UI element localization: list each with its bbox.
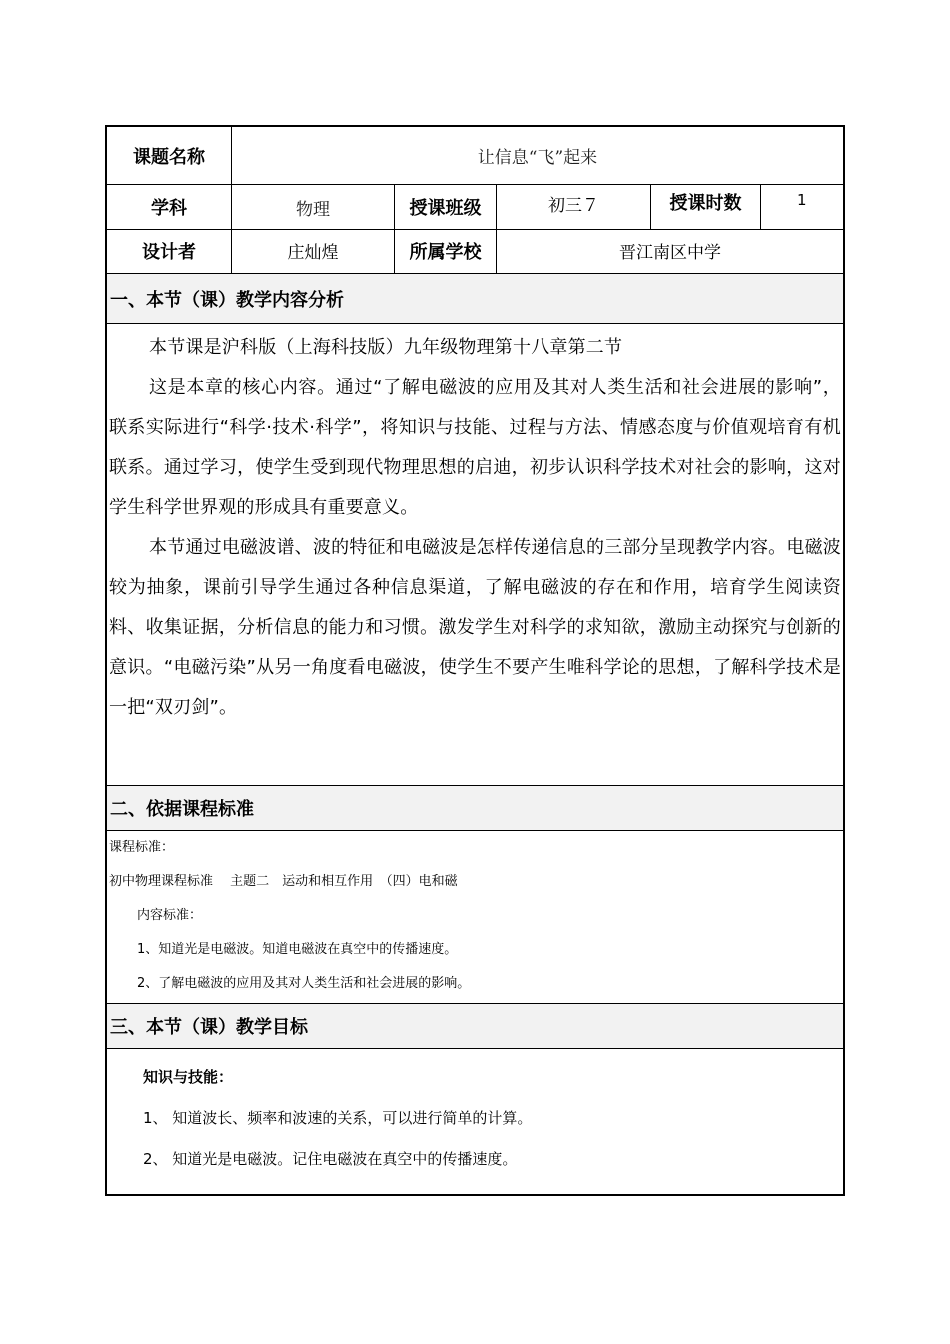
subject-label: 学科 [107, 185, 232, 229]
designer-row [107, 230, 843, 274]
section1-content [107, 328, 843, 728]
section1-body [107, 324, 843, 786]
topic-value: 让信息“飞”起来 [477, 148, 598, 168]
school-label: 所属学校 [395, 230, 497, 273]
hours-value: 1 [797, 191, 807, 209]
section3-body [107, 1049, 843, 1194]
lesson-plan-table [105, 125, 845, 1196]
knowledge-skills-label: 知识与技能： [143, 1068, 234, 1086]
content-standard-label: 内容标准： [137, 908, 203, 923]
section3-title: 三、本节（课）教学目标 [107, 1004, 843, 1049]
hours-label: 授课时数 [651, 185, 761, 229]
standard-topic: 初中物理课程标准 主题二 运动和相互作用 （四）电和磁 [109, 874, 458, 889]
topic-row [107, 127, 843, 185]
standard-item: 1、知道光是电磁波。知道电磁波在真空中的传播速度。 [137, 942, 458, 957]
designer-value: 庄灿煌 [232, 230, 395, 273]
section1-title: 一、本节（课）教学内容分析 [107, 274, 843, 324]
topic-label: 课题名称 [107, 127, 232, 184]
objective-item: 1、 知道波长、频率和波速的关系，可以进行简单的计算。 [143, 1109, 533, 1127]
objective-item: 2、 知道光是电磁波。记住电磁波在真空中的传播速度。 [143, 1150, 518, 1168]
subject-value: 物理 [232, 185, 395, 229]
standard-label: 课程标准： [109, 840, 175, 855]
subject-row [107, 185, 843, 230]
standard-item: 2、了解电磁波的应用及其对人类生活和社会进展的影响。 [137, 976, 471, 991]
section2-body [107, 831, 843, 1004]
designer-label: 设计者 [107, 230, 232, 273]
section2-title: 二、依据课程标准 [107, 786, 843, 831]
section1-paragraph: 本节课是沪科版（上海科技版）九年级物理第十八章第二节 [149, 337, 623, 358]
class-value: 初三７ [497, 185, 651, 229]
class-label: 授课班级 [395, 185, 497, 229]
section1-paragraph: 这是本章的核心内容。通过“了解电磁波的应用及其对人类生活和社会进展的影响”，联系实际进行“科学·技术·科学”，将知识与技能、过程与方法、情感态度与价值观培育有机联系。通过学习，使学生受到现代物理思想的启迪，初步认识科学技术对社会的影响，这对学生科学世界观的形成具有重要意义。 [109, 377, 841, 518]
school-value: 晋江南区中学 [619, 243, 721, 263]
section1-paragraph: 本节通过电磁波谱、波的特征和电磁波是怎样传递信息的三部分呈现教学内容。电磁波较为抽象，课前引导学生通过各种信息渠道，了解电磁波的存在和作用，培育学生阅读资料、收集证据，分析信息的能力和习惯。激发学生对科学的求知欲，激励主动探究与创新的意识。“电磁污染”从另一角度看电磁波，使学生不要产生唯科学论的思想，了解科学技术是一把“双刃剑”。 [109, 537, 841, 718]
